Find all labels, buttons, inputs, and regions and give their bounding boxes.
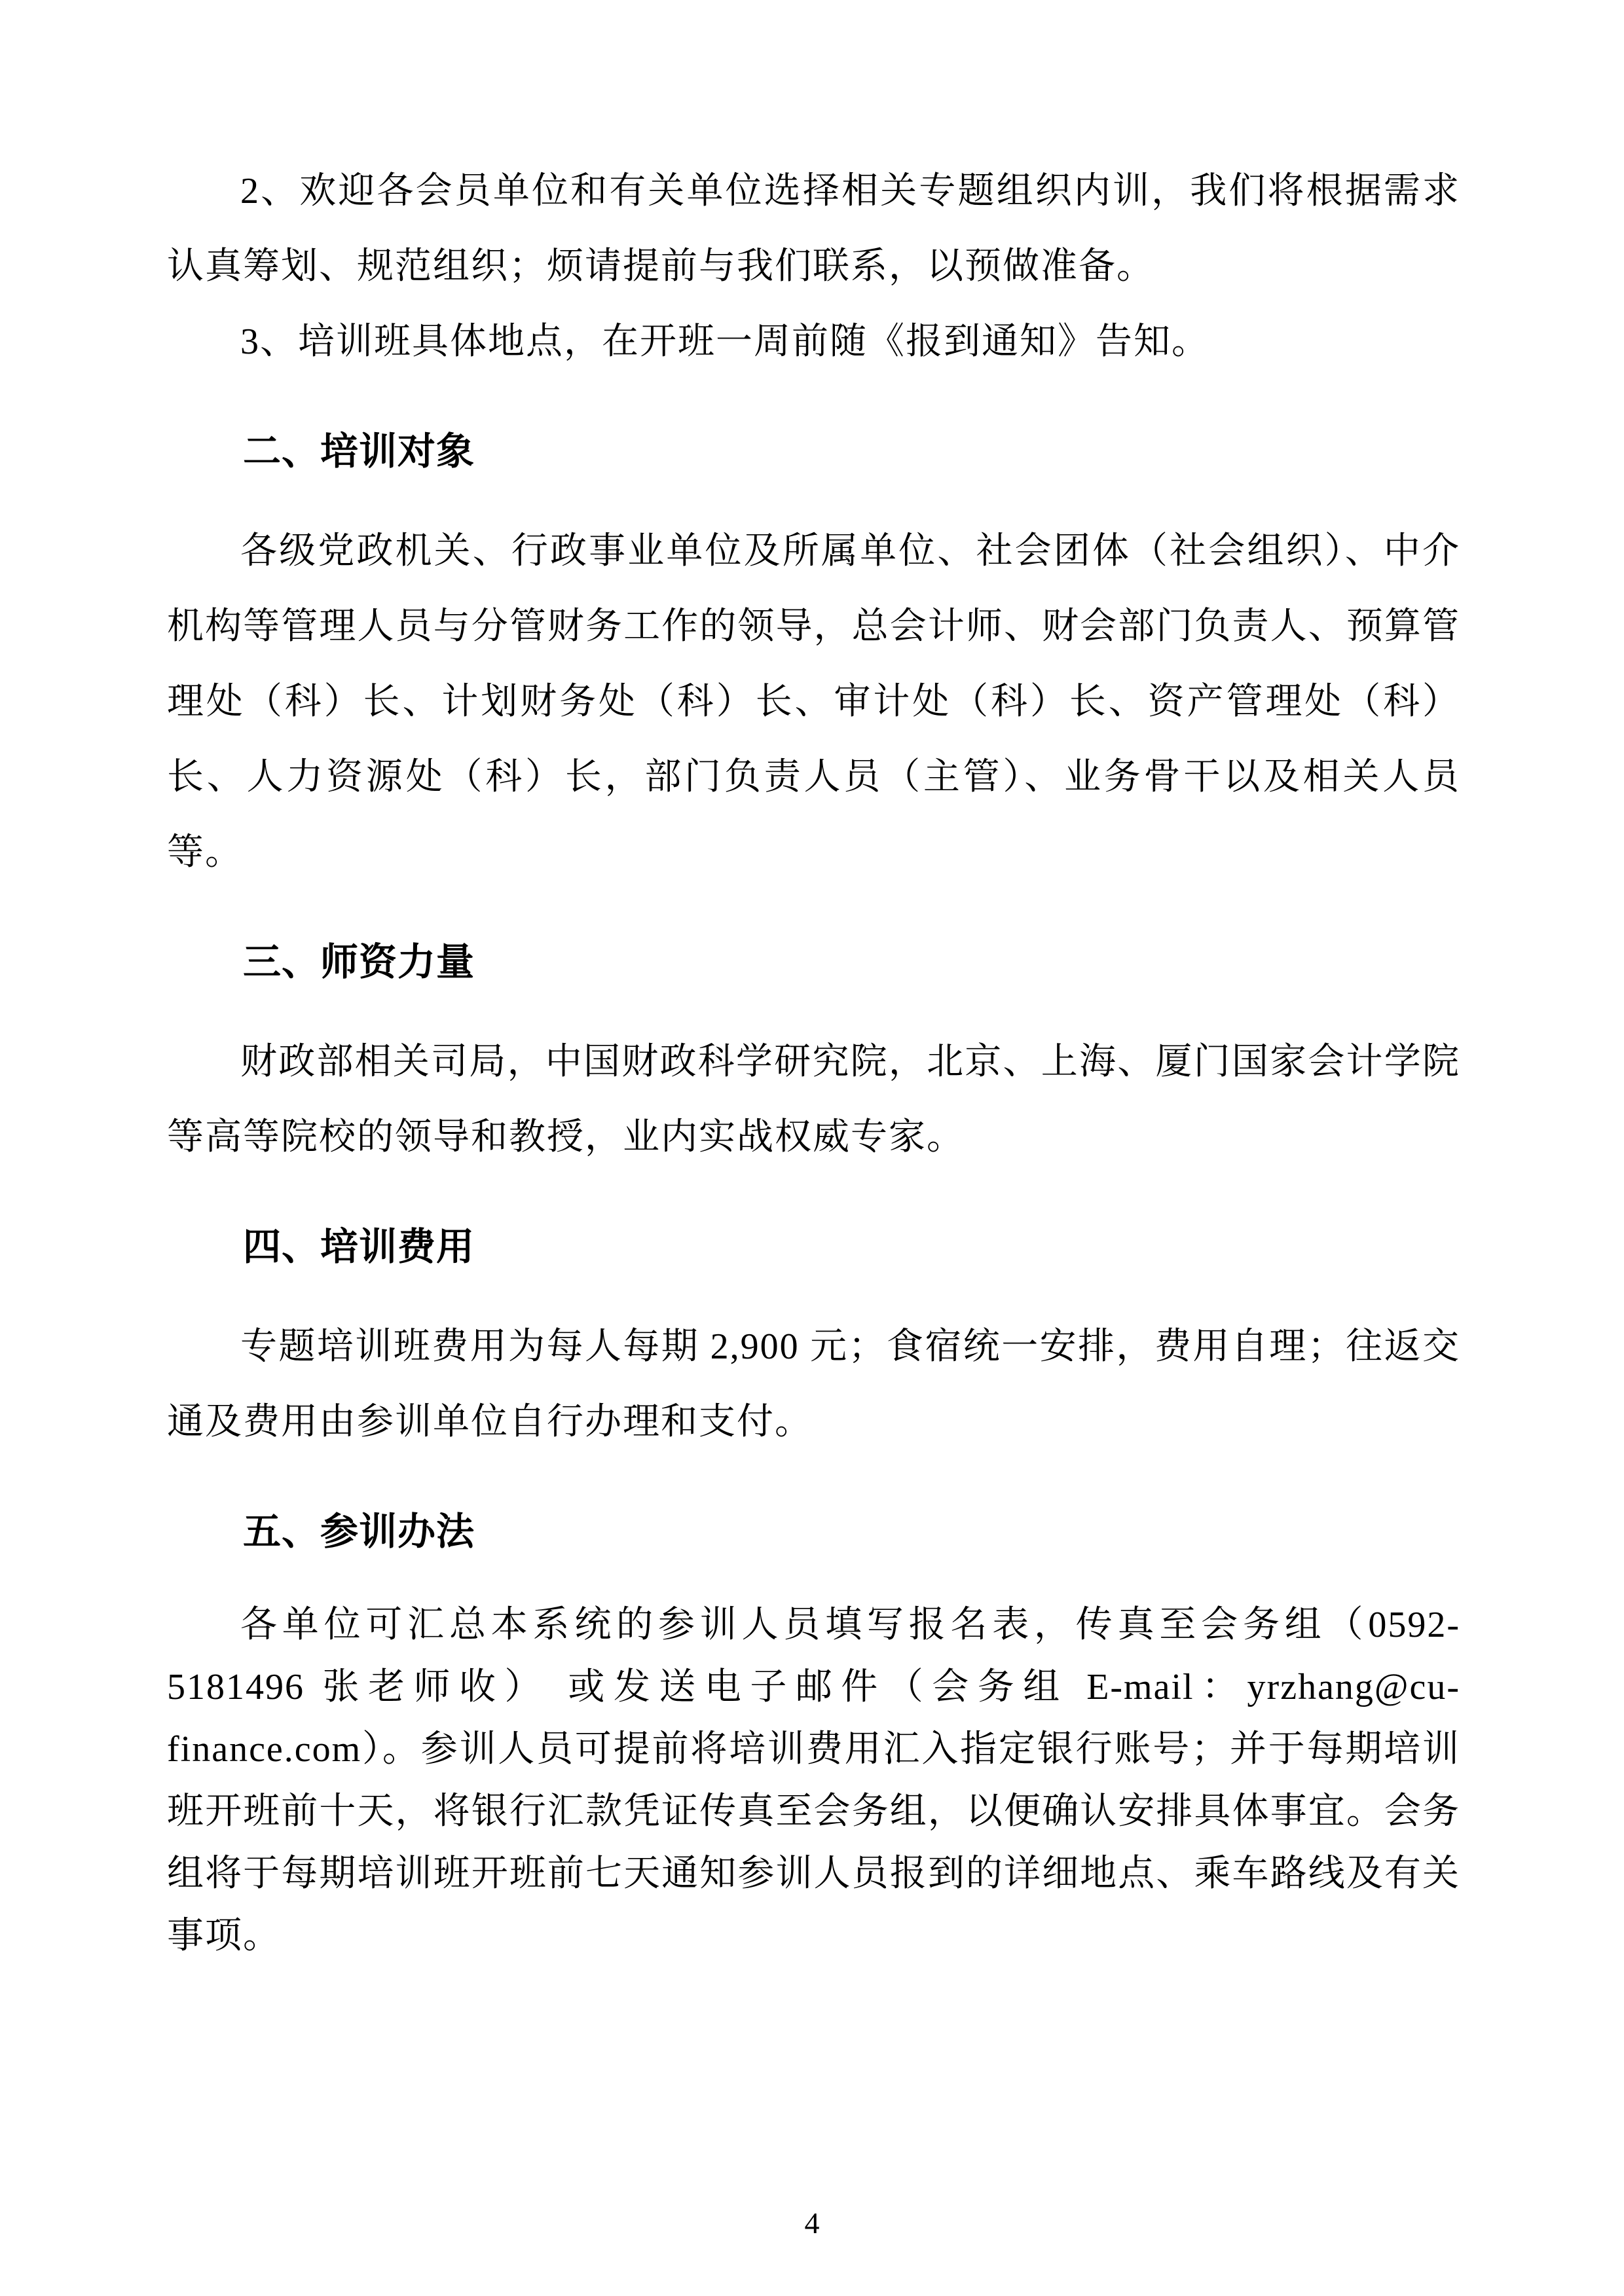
paragraph-faculty: 财政部相关司局，中国财政科学研究院，北京、上海、厦门国家会计学院等高等院校的领导和教授，业内实战权威专家。: [167, 1042, 1460, 1157]
heading-faculty: 三、师资力量: [243, 941, 475, 983]
document-body: [167, 154, 1460, 1967]
heading-training-trainees: 二、培训对象: [243, 430, 475, 473]
paragraph-training-fee: 专题培训班费用为每人每期 2,900 元；食宿统一安排，费用自理；往返交通及费用由参训单位自行办理和支付。: [167, 1326, 1460, 1442]
paragraph-note-location: 3、培训班具体地点，在开班一周前随《报到通知》告知。: [240, 321, 1209, 362]
paragraph-note-internal-training: 2、欢迎各会员单位和有关单位选择相关专题组织内训，我们将根据需求认真筹划、规范组织；烦请提前与我们联系，以预做准备。: [167, 171, 1460, 287]
page-number: 4: [804, 2206, 820, 2240]
paragraph-trainees: 各级党政机关、行政事业单位及所属单位、社会团体（社会组织）、中介机构等管理人员与分管财务工作的领导，总会计师、财会部门负责人、预算管理处（科）长、计划财务处（科）长、审计处（科）长、资产管理处（科）长、人力资源处（科）长，部门负责人员（主管）、业务骨干以及相关人员等。: [167, 531, 1460, 873]
heading-participation-method: 五、参训办法: [243, 1510, 475, 1553]
paragraph-participation-method: 各单位可汇总本系统的参训人员填写报名表，传真至会务组（0592-5181496 张老师收） 或发送电子邮件（会务组 E-mail：yrzhang@cu-finance.com）。参训人员可提前将培训费用汇入指定银行账号；并于每期培训班开班前十天，将银行汇款凭证传真至会务组，以便确认安排具体事宜。会务组将于每期培训班开班前七天通知参训人员报到的详细地点、乘车路线及有关事项。: [167, 1605, 1460, 1956]
heading-training-fee: 四、培训费用: [243, 1226, 475, 1268]
